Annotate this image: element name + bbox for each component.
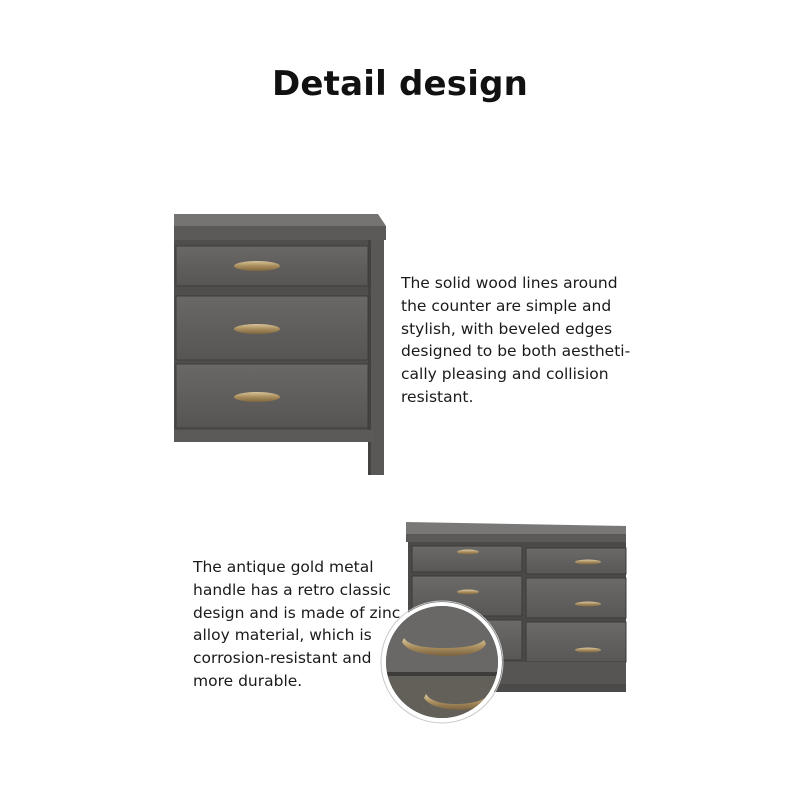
dresser-side-photo <box>168 208 398 480</box>
dresser-side-illustration <box>168 208 398 480</box>
description-line: stylish, with beveled edges <box>401 319 613 338</box>
description-line: designed to be both aestheti- <box>401 342 631 361</box>
dresser-handle-illustration <box>380 512 630 727</box>
description-line: more durable. <box>193 671 303 690</box>
handle-description <box>193 556 401 693</box>
wood-lines-description <box>401 272 641 409</box>
page-title: Detail design <box>271 64 529 104</box>
description-line: cally pleasing and collision <box>401 365 609 384</box>
description-line: handle has a retro classic <box>193 580 391 599</box>
description-line: design and is made of zinc <box>193 603 401 622</box>
description-line: alloy material, which is <box>193 626 372 645</box>
description-line: The solid wood lines around <box>401 274 618 292</box>
description-line: resistant. <box>401 387 474 406</box>
description-line: corrosion-resistant and <box>193 649 372 668</box>
description-line: The antique gold metal <box>193 558 374 576</box>
dresser-handle-photo <box>380 512 630 727</box>
description-line: the counter are simple and <box>401 296 612 315</box>
